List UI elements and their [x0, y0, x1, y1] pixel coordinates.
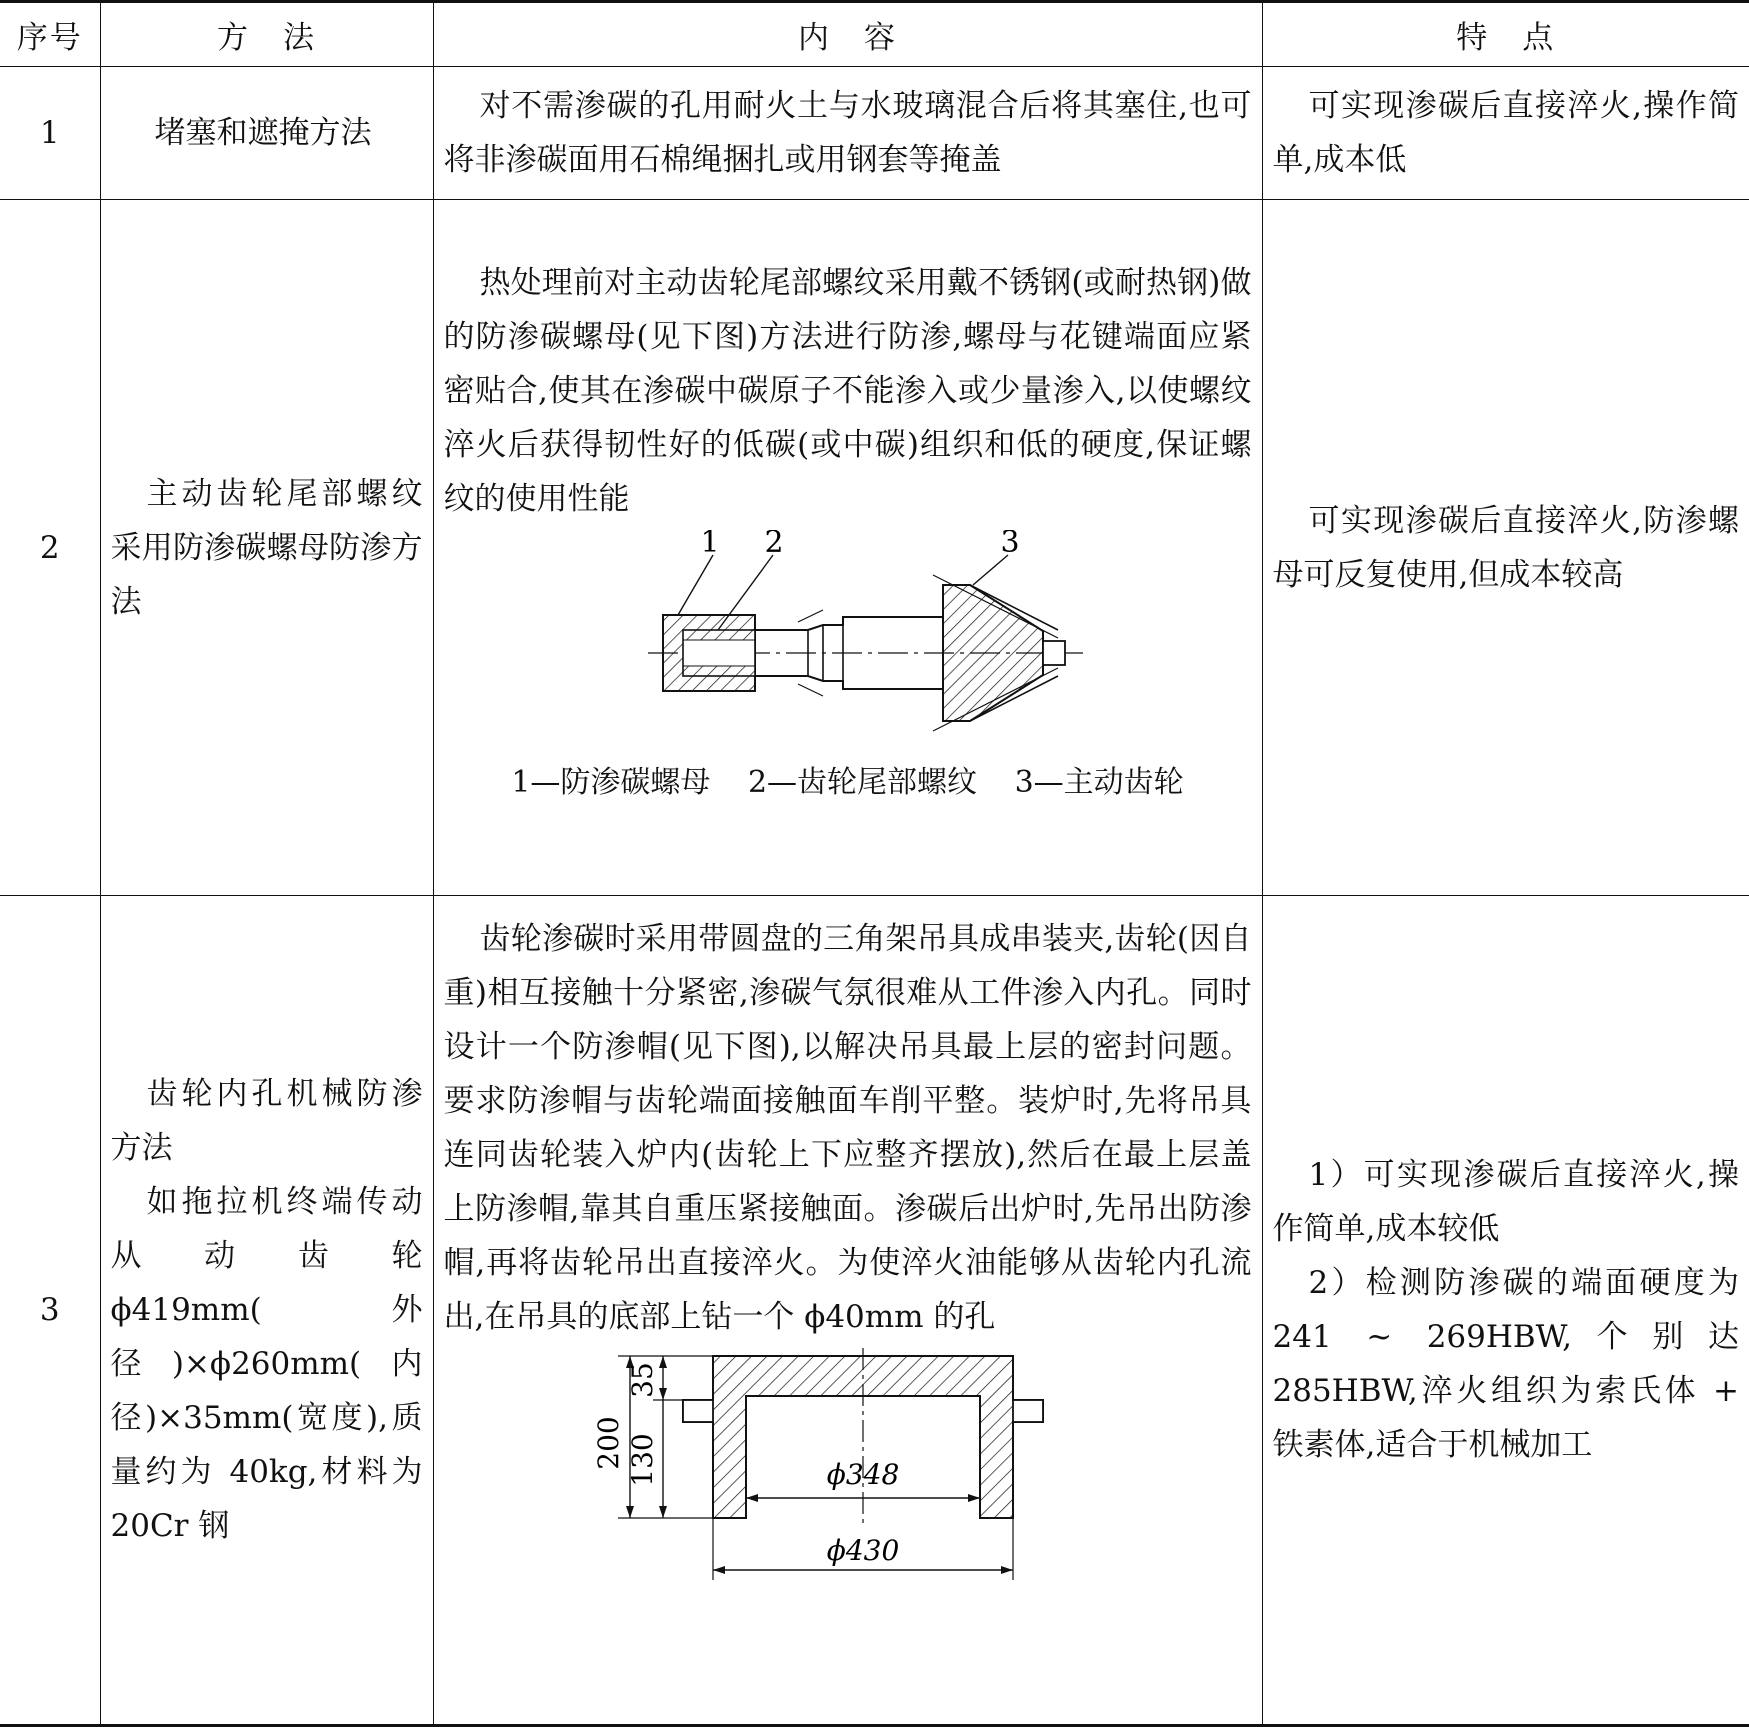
row-num: 1 — [0, 67, 100, 200]
cap-drawing — [588, 1348, 1108, 1588]
caption-item: 1—防渗碳螺母 — [511, 765, 711, 800]
figure-caption — [434, 763, 1262, 803]
method-note: 如拖拉机终端传动从动齿轮 ϕ419mm(外径)×ϕ260mm(内径)×35mm(宽度),质量约为 40kg,材料为 20Cr 钢 — [110, 1184, 423, 1544]
caption-item: 3—主动齿轮 — [1014, 765, 1184, 800]
method-text: 齿轮内孔机械防渗方法 — [110, 1076, 423, 1166]
table-row — [0, 200, 1749, 896]
label-1: 1 — [699, 530, 720, 560]
content-text: 对不需渗碳的孔用耐火土与水玻璃混合后将其塞住,也可将非渗碳面用石棉绳捆扎或用钢套等掩盖 — [443, 88, 1252, 178]
content-text: 热处理前对主动齿轮尾部螺纹采用戴不锈钢(或耐热钢)做的防渗碳螺母(见下图)方法进行防渗,螺母与花键端面应紧密贴合,使其在渗碳中碳原子不能渗入或少量渗入,以使螺纹淬火后获得韧性好的低碳(或中碳)组织和低的硬度,保证螺纹的使用性能 — [443, 265, 1252, 517]
row-content — [433, 200, 1262, 896]
header-method: 方 法 — [100, 2, 433, 67]
pinion-nut-drawing — [598, 530, 1098, 740]
row-num: 3 — [0, 896, 100, 1726]
dim-35: 35 — [625, 1362, 659, 1398]
row-feature — [1262, 896, 1749, 1726]
content-text: 齿轮渗碳时采用带圆盘的三角架吊具成串装夹,齿轮(因自重)相互接触十分紧密,渗碳气氛很难从工件渗入内孔。同时设计一个防渗帽(见下图),以解决吊具最上层的密封问题。要求防渗帽与齿轮端面接触面车削平整。装炉时,先将吊具连同齿轮装入炉内(齿轮上下应整齐摆放),然后在最上层盖上防渗帽,靠其自重压紧接触面。渗碳后出炉时,先吊出防渗帽,再将齿轮吊出直接淬火。为使淬火油能够从齿轮内孔流出,在吊具的底部上钻一个 ϕ40mm 的孔 — [443, 921, 1252, 1335]
label-3: 3 — [999, 530, 1020, 560]
feature-text-2: 2）检测防渗碳的端面硬度为 241 ~ 269HBW,个别达 285HBW,淬火组织为索氏体 + 铁素体,适合于机械加工 — [1272, 1265, 1739, 1463]
row-content — [433, 896, 1262, 1726]
header-content: 内 容 — [433, 2, 1262, 67]
feature-text: 可实现渗碳后直接淬火,操作简单,成本低 — [1272, 88, 1739, 178]
method-text: 堵塞和遮掩方法 — [154, 115, 372, 151]
dim-430: ϕ430 — [826, 1534, 899, 1567]
header-row — [0, 2, 1749, 67]
header-num: 序号 — [0, 2, 100, 67]
method-text: 主动齿轮尾部螺纹采用防渗碳螺母防渗方法 — [110, 475, 423, 620]
row-method — [100, 200, 433, 896]
table-row — [0, 896, 1749, 1726]
row-method — [100, 67, 433, 200]
caption-item: 2—齿轮尾部螺纹 — [747, 765, 978, 800]
dim-348: ϕ348 — [826, 1458, 899, 1491]
row-num: 2 — [0, 200, 100, 896]
label-2: 2 — [763, 530, 784, 560]
header-feature: 特 点 — [1262, 2, 1749, 67]
row-feature — [1262, 200, 1749, 896]
row-feature — [1262, 67, 1749, 200]
dim-130: 130 — [625, 1433, 659, 1487]
row-method — [100, 896, 433, 1726]
feature-text-1: 1）可实现渗碳后直接淬火,操作简单,成本较低 — [1272, 1157, 1739, 1247]
table-row — [0, 67, 1749, 200]
dim-200: 200 — [591, 1416, 625, 1470]
pinion-nut-figure — [434, 530, 1262, 757]
cap-figure — [434, 1348, 1262, 1605]
feature-text: 可实现渗碳后直接淬火,防渗螺母可反复使用,但成本较高 — [1272, 502, 1739, 593]
row-content — [433, 67, 1262, 200]
